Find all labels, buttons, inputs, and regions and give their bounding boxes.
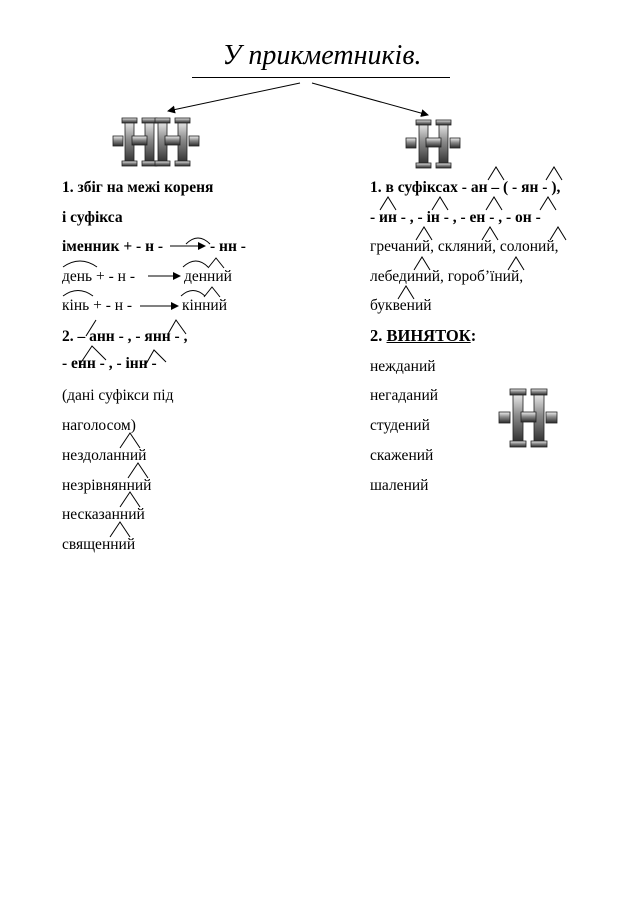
right-word-2: негаданий xyxy=(370,387,439,404)
exception-number: 2. xyxy=(370,326,383,345)
root-arc-denn xyxy=(183,261,208,267)
right-word-4: скажений xyxy=(370,447,434,464)
suffix-mark-on xyxy=(540,197,556,210)
suffix-mark-lebedynyi xyxy=(414,257,430,270)
suffix-mark-en xyxy=(486,197,502,210)
root-arc-den xyxy=(63,261,97,267)
left-note-cont: наголосом) xyxy=(62,417,136,434)
left-word-2: незрівнянний xyxy=(62,477,152,494)
suffix-mark-an xyxy=(488,167,504,180)
right-word-1: нежданий xyxy=(370,358,436,375)
root-arc-formula xyxy=(186,238,210,244)
root-arc-kin xyxy=(63,291,93,297)
suffix-mark-yan xyxy=(546,167,562,180)
root-arc-kinn xyxy=(181,291,205,297)
suffix-mark-left-2 xyxy=(128,463,148,478)
suffix-mark-yn xyxy=(380,197,396,210)
accent-yann xyxy=(168,320,186,334)
right-example-2: лебединий, гороб’їний, xyxy=(370,268,524,285)
left-example-2b: кінний xyxy=(182,297,228,314)
suffix-mark-left-3 xyxy=(120,492,140,507)
left-rule-1: 1. збіг на межі кореня xyxy=(62,179,214,196)
exception-label: ВИНЯТОК xyxy=(386,326,471,345)
left-example-1b: денний xyxy=(184,268,232,285)
left-word-3: несказанний xyxy=(62,506,145,523)
page-title: У прикметників. xyxy=(222,40,422,71)
suffix-mark-kinn xyxy=(204,287,220,297)
suffix-mark-bukvenyi xyxy=(398,286,414,299)
suffix-mark-sklyanyi xyxy=(482,227,498,240)
accent-enn xyxy=(80,346,106,364)
left-word-4: священний xyxy=(62,536,136,553)
right-rule-1-cont: - ин - , - ін - , - ен - , - он - xyxy=(370,209,541,226)
suffix-mark-left-4 xyxy=(110,522,130,537)
left-formula-b: - нн - xyxy=(210,238,246,255)
accent-ann xyxy=(86,320,96,336)
suffix-mark-denn xyxy=(208,258,224,268)
left-rule-2: 2. – анн - , - янн - , xyxy=(62,328,188,345)
suffix-mark-left-1 xyxy=(120,433,140,448)
suffix-mark-horobyinyi xyxy=(508,257,524,270)
left-rule-2-cont: - енн - , - інн - xyxy=(62,355,157,372)
left-formula-a: іменник + - н - xyxy=(62,238,164,255)
left-note: (дані суфікси під xyxy=(62,387,174,404)
right-word-3: студений xyxy=(370,417,430,434)
left-rule-1-cont: і суфікса xyxy=(62,209,123,226)
left-example-1a: день + - н - xyxy=(62,268,135,285)
exception-colon: : xyxy=(470,326,477,345)
right-rule-1: 1. в суфіксах - ан – ( - ян - ), xyxy=(370,179,561,196)
right-example-1: гречаний, скляний, солоний, xyxy=(370,238,559,255)
left-example-2a: кінь + - н - xyxy=(62,297,133,314)
suffix-mark-grechanyi xyxy=(416,227,432,240)
left-word-1: нездоланний xyxy=(62,447,147,464)
right-word-5: шалений xyxy=(370,477,429,494)
accent-inn xyxy=(146,350,166,364)
suffix-mark-in xyxy=(432,197,448,210)
suffix-mark-solonyi xyxy=(550,227,566,240)
right-example-3: буквений xyxy=(370,297,432,314)
